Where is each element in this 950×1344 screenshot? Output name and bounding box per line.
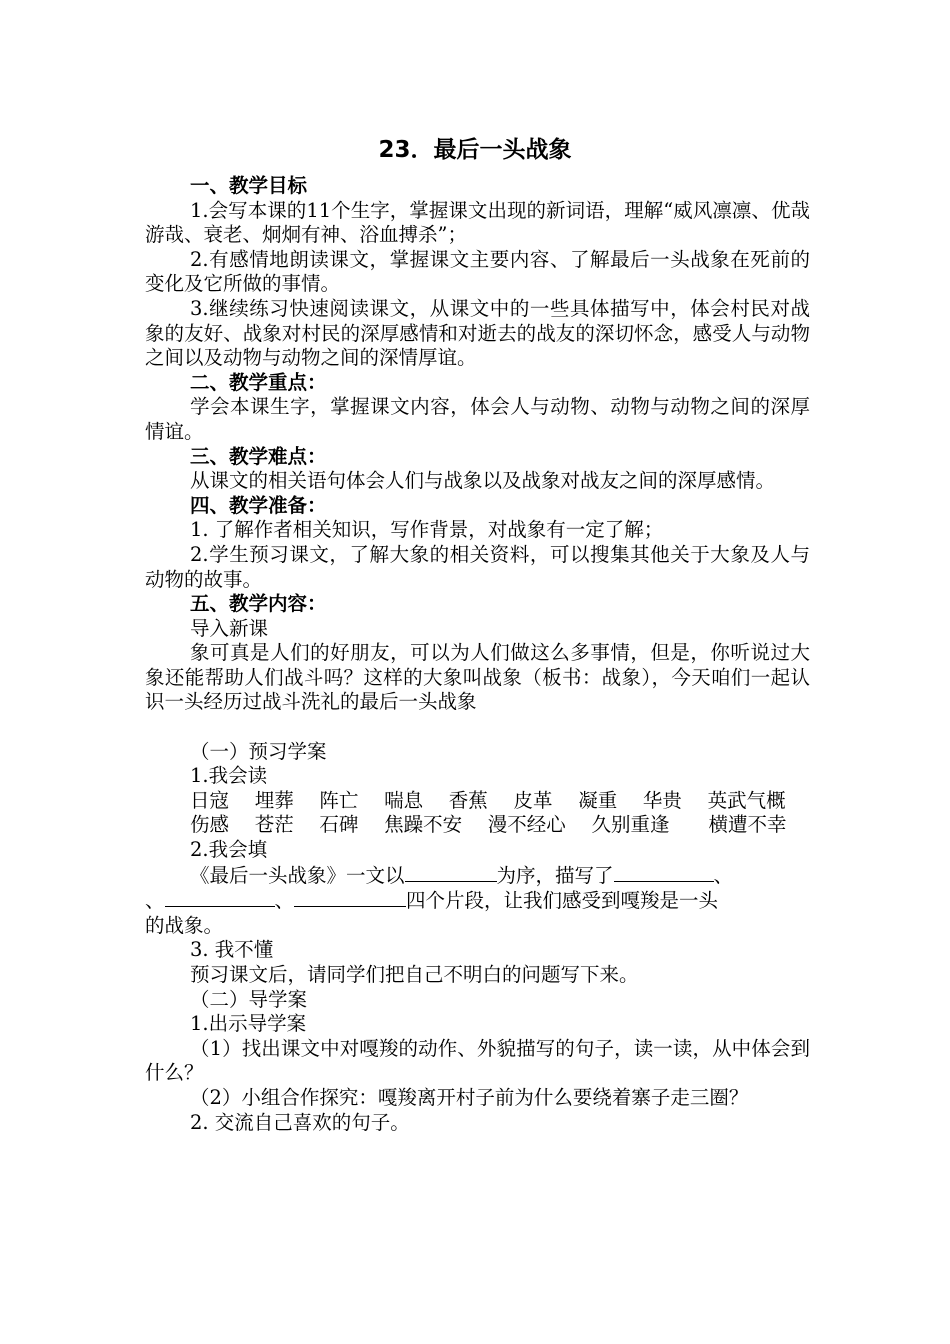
fill-text-2: 为序，描写了 [496,863,614,887]
fill-blank-segment-3[interactable] [294,888,406,907]
fill-in-exercise [145,863,810,939]
document-body [145,174,810,1135]
page-title: 23．最后一头战象 [378,137,572,163]
fill-blank-segment-1[interactable] [614,863,714,882]
key-points-text: 学会本课生字，掌握课文内容，体会人与动物、动物与动物之间的深厚情谊。 [145,395,810,443]
intro-label: 导入新课 [190,616,269,640]
goal-item-1: 1.会写本课的11个生字，掌握课文出现的新词语，理解“威风凛凛、优哉游哉、衰老、炯炯有神、浴血搏杀”； [145,198,810,247]
key-points-heading: 二、教学重点： [190,370,327,394]
preparation-item-1: 1. 了解作者相关知识，写作背景，对战象有一定了解； [190,518,664,542]
guide-question-1: （1）找出课文中对嘎羧的动作、外貌描写的句子，读一读，从中体会到什么？ [145,1036,810,1085]
preparation-item-2: 2.学生预习课文，了解大象的相关资料，可以搜集其他关于大象及人与动物的故事。 [145,542,810,591]
fill-label: 2.我会填 [190,838,268,862]
goals-heading: 一、教学目标 [190,174,308,197]
fill-text-1: 《最后一头战象》一文以 [190,863,405,887]
words-line-1: 日寇 埋葬 阵亡 喘息 香蕉 皮革 凝重 华贵 英武气概 [190,788,786,812]
words-line-2: 伤感 苍茫 石碑 焦躁不安 漫不经心 久别重逢 横遭不幸 [190,813,787,837]
fill-text-5: 、 [274,889,295,913]
read-label: 1.我会读 [190,764,268,788]
fill-text-3: 、 [713,863,734,887]
preview-heading: （一）预习学案 [190,739,327,763]
preparation-heading: 四、教学准备： [190,493,327,517]
guide-share: 2. 交流自己喜欢的句子。 [190,1110,410,1134]
intro-text: 象可真是人们的好朋友，可以为人们做这么多事情，但是，你听说过大象还能帮助人们战斗吗？这样的大象叫战象（板书：战象），今天咱们一起认识一头经历过战斗洗礼的最后一头战象 [145,641,810,714]
difficulties-heading: 三、教学难点： [190,444,327,468]
fill-blank-segment-2[interactable] [165,888,275,907]
guide-heading: （二）导学案 [190,987,308,1011]
blank-line [145,715,810,740]
goal-item-3: 3.继续练习快速阅读课文，从课文中的一些具体描写中，体会村民对战象的友好、战象对村民的深厚感情和对逝去的战友的深切怀念，感受人与动物之间以及动物与动物之间的深情厚谊。 [145,296,810,370]
dont-understand-label: 3. 我不懂 [190,938,274,962]
fill-text-7: 的战象。 [145,913,224,937]
guide-question-2: （2）小组合作探究：嘎羧离开村子前为什么要绕着寨子走三圈？ [190,1085,749,1109]
dont-understand-text: 预习课文后，请同学们把自己不明白的问题写下来。 [190,963,639,986]
guide-show-label: 1.出示导学案 [190,1012,307,1036]
content-heading: 五、教学内容： [190,592,327,616]
goal-item-2: 2.有感情地朗读课文，掌握课文主要内容、了解最后一头战象在死前的变化及它所做的事情。 [145,247,810,296]
fill-blank-order[interactable] [405,863,497,882]
fill-text-4: 、 [145,889,165,913]
difficulties-text: 从课文的相关语句体会人们与战象以及战象对战友之间的深厚感情。 [190,469,776,493]
fill-text-6: 四个片段，让我们感受到嘎羧是一头 [406,889,719,913]
